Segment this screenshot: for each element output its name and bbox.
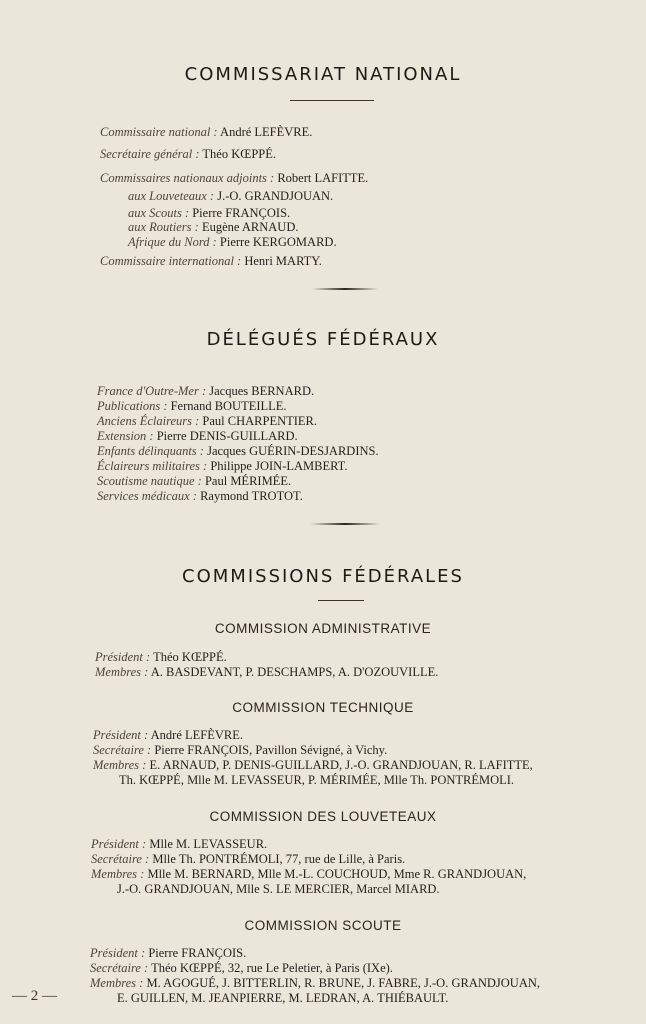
list-item: Président : Théo KŒPPÉ.	[95, 650, 227, 664]
list-item: Secrétaire général : Théo KŒPPÉ.	[100, 147, 277, 161]
commission-title-technique: COMMISSION TECHNIQUE	[232, 700, 414, 715]
list-item: Afrique du Nord : Pierre KERGOMARD.	[128, 235, 337, 249]
ornament-divider	[312, 288, 378, 290]
list-item: Secrétaire : Pierre FRANÇOIS, Pavillon Sévigné, à Vichy.	[93, 743, 388, 757]
list-item: Enfants délinquants : Jacques GUÉRIN-DESJARDINS.	[97, 444, 379, 458]
ornament-divider	[310, 523, 380, 525]
list-item: Secrétaire : Théo KŒPPÉ, 32, rue Le Peletier, à Paris (IXe).	[90, 961, 393, 975]
list-item: Scoutisme nautique : Paul MÉRIMÉE.	[97, 474, 292, 488]
list-item: Membres : A. BASDEVANT, P. DESCHAMPS, A. D'OZOUVILLE.	[95, 665, 439, 679]
list-item: Commissaire national : André LEFÈVRE.	[100, 125, 313, 139]
title-underline	[290, 100, 374, 101]
list-item: Président : Mlle M. LEVASSEUR.	[91, 837, 268, 851]
list-item: Commissaire international : Henri MARTY.	[100, 254, 322, 268]
list-item: aux Routiers : Eugène ARNAUD.	[128, 220, 299, 234]
list-item: aux Louveteaux : J.-O. GRANDJOUAN.	[128, 189, 334, 203]
list-item: Membres : Mlle M. BERNARD, Mlle M.-L. COUCHOUD, Mme R. GRANDJOUAN,	[91, 867, 527, 881]
list-item: aux Scouts : Pierre FRANÇOIS.	[128, 206, 291, 220]
list-item: Éclaireurs militaires : Philippe JOIN-LAMBERT.	[97, 459, 348, 473]
section-title-commissions-federales: COMMISSIONS FÉDÉRALES	[182, 566, 464, 587]
list-item: Extension : Pierre DENIS-GUILLARD.	[97, 429, 298, 443]
page-number: — 2 —	[12, 988, 57, 1004]
section-title-commissariat-national: COMMISSARIAT NATIONAL	[184, 64, 462, 85]
title-underline	[318, 600, 364, 601]
commission-title-administrative: COMMISSION ADMINISTRATIVE	[214, 621, 432, 636]
list-item: Publications : Fernand BOUTEILLE.	[97, 399, 287, 413]
list-item: Anciens Éclaireurs : Paul CHARPENTIER.	[97, 414, 318, 428]
list-item: J.-O. GRANDJOUAN, Mlle S. LE MERCIER, Marcel MIARD.	[117, 882, 440, 896]
list-item: Membres : M. AGOGUÉ, J. BITTERLIN, R. BRUNE, J. FABRE, J.-O. GRANDJOUAN,	[90, 976, 540, 990]
list-item: Commissaires nationaux adjoints : Robert LAFITTE.	[100, 171, 369, 185]
list-item: Secrétaire : Mlle Th. PONTRÉMOLI, 77, rue de Lille, à Paris.	[91, 852, 406, 866]
list-item: E. GUILLEN, M. JEANPIERRE, M. LEDRAN, A. THIÉBAULT.	[117, 991, 449, 1005]
list-item: Président : André LEFÈVRE.	[93, 728, 243, 742]
list-item: Services médicaux : Raymond TROTOT.	[97, 489, 303, 503]
commission-title-scoute: COMMISSION SCOUTE	[244, 918, 402, 933]
list-item: Président : Pierre FRANÇOIS.	[90, 946, 247, 960]
list-item: Membres : E. ARNAUD, P. DENIS-GUILLARD, J.-O. GRANDJOUAN, R. LAFITTE,	[93, 758, 533, 772]
section-title-delegues-federaux: DÉLÉGUÉS FÉDÉRAUX	[206, 329, 440, 350]
list-item: France d'Outre-Mer : Jacques BERNARD.	[97, 384, 315, 398]
commission-title-louveteaux: COMMISSION DES LOUVETEAUX	[209, 809, 437, 824]
list-item: Th. KŒPPÉ, Mlle M. LEVASSEUR, P. MÉRIMÉE, Mlle Th. PONTRÉMOLI.	[119, 773, 515, 787]
